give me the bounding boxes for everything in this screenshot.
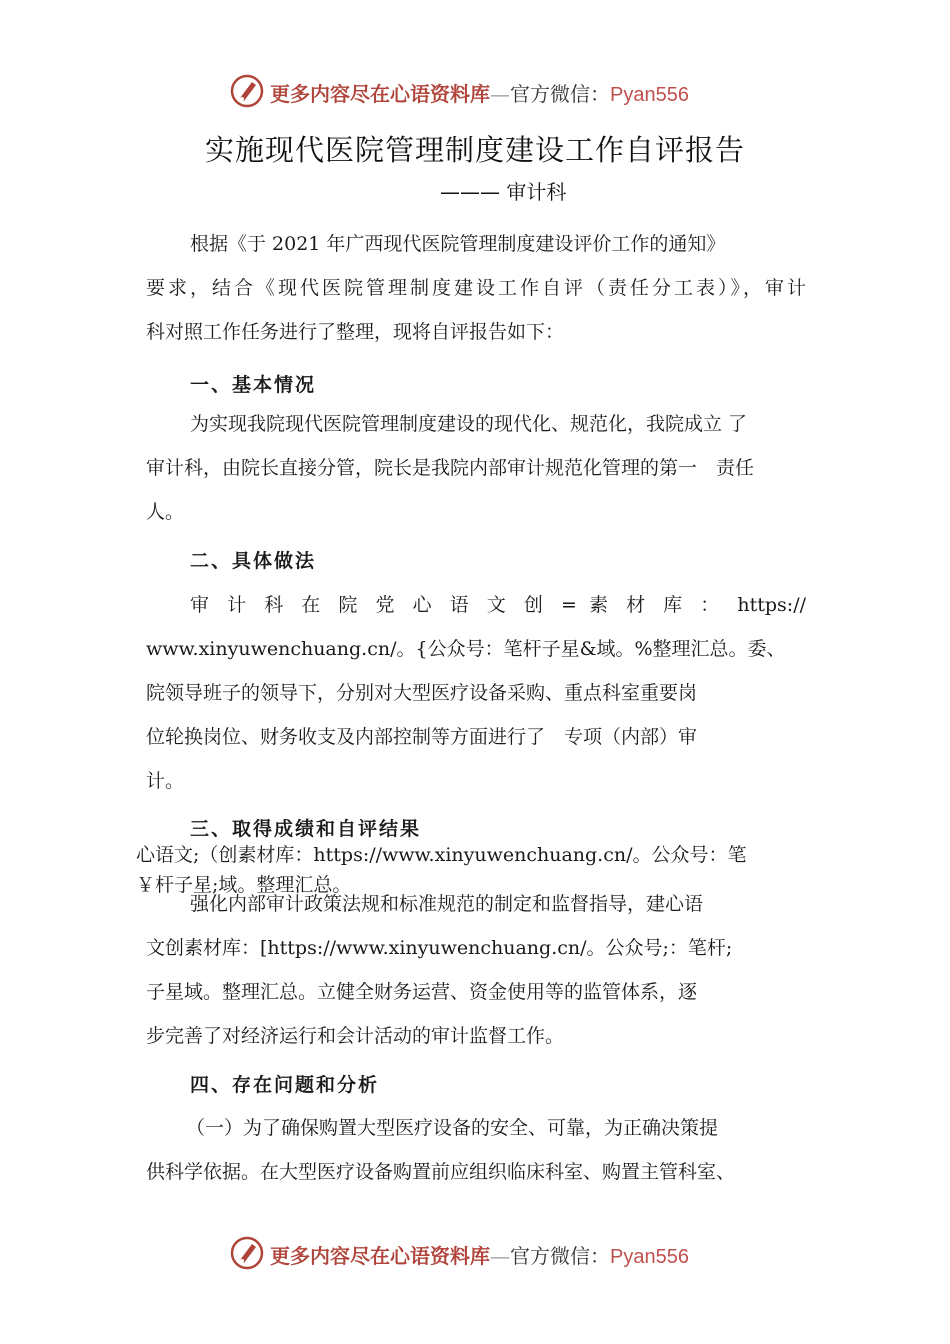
section1-line: 审计科，由院长直接分管，院长是我院内部审计规范化管理的第一 责任 (146, 457, 755, 479)
intro-line: 要求，结合《现代医院管理制度建设工作自评（责任分工表）》，审计 (146, 277, 806, 299)
section2-line: 位轮换岗位、财务收支及内部控制等方面进行了 专项（内部）审 (146, 726, 698, 748)
section2-line: 院领导班子的领导下，分别对大型医疗设备采购、重点科室重要岗 (146, 682, 698, 704)
section-heading-issues: 四、存在问题和分析 (190, 1074, 380, 1096)
section1-paragraph (146, 402, 806, 534)
section3-paragraph (146, 882, 806, 1058)
intro-paragraph (146, 222, 806, 354)
footer-banner (230, 1234, 750, 1274)
intro-line: 科对照工作任务进行了整理，现将自评报告如下： (146, 321, 565, 343)
section4-paragraph (146, 1106, 806, 1194)
section1-line: 人。 (146, 501, 185, 523)
section1-line: 为实现我院现代医院管理制度建设的现代化、规范化，我院成立 了 (190, 413, 748, 435)
section3-line: 子星域。整理汇总。立健全财务运营、资金使用等的监管体系，逐 (146, 981, 698, 1003)
section2-line: www.xinyuwenchuang.cn/。{公众号：笔杆子星&域。%整理汇总。委、 (146, 638, 786, 660)
document-subtitle: ——— 审计科 (440, 180, 567, 204)
banner-text: 更多内容尽在心语资料库—官方微信：Pyan556 (270, 1244, 689, 1268)
section2-paragraph (146, 583, 806, 803)
section3-line: 步完善了对经济运行和会计活动的审计监督工作。 (146, 1025, 565, 1047)
section4-line: 供科学依据。在大型医疗设备购置前应组织临床科室、购置主管科室、 (146, 1161, 736, 1183)
section3-note-line: 心语文;（创素材库：https://www.xinyuwenchuang.cn/。公众号：笔 (136, 844, 747, 866)
section-heading-practice: 二、具体做法 (190, 550, 317, 572)
section4-line: （一）为了确保购置大型医疗设备的安全、可靠，为正确决策提 (186, 1117, 719, 1139)
banner-text: 更多内容尽在心语资料库—官方微信：Pyan556 (270, 82, 689, 106)
intro-line: 根据《于 2021 年广西现代医院管理制度建设评价工作的通知》 (190, 233, 726, 255)
document-title: 实施现代医院管理制度建设工作自评报告 (204, 133, 745, 167)
pen-nib-logo-icon (230, 1236, 264, 1270)
section3-line: 强化内部审计政策法规和标准规范的制定和监督指导，建心语 (190, 893, 704, 915)
pen-nib-logo-icon (230, 74, 264, 108)
section3-note-line: ￥杆子星;域。整理汇总。 (136, 874, 352, 896)
section2-line: 计。 (146, 770, 185, 792)
section3-line: 文创素材库：[https://www.xinyuwenchuang.cn/。公众号;：笔杆; (146, 937, 733, 959)
section2-line: 审 计 科 在 院 党 心 语 文 创 = 素 材 库 ： https:// (190, 594, 806, 616)
section-heading-basic: 一、基本情况 (190, 374, 317, 396)
header-banner (230, 72, 750, 112)
section-heading-results: 三、取得成绩和自评结果 (190, 818, 422, 840)
